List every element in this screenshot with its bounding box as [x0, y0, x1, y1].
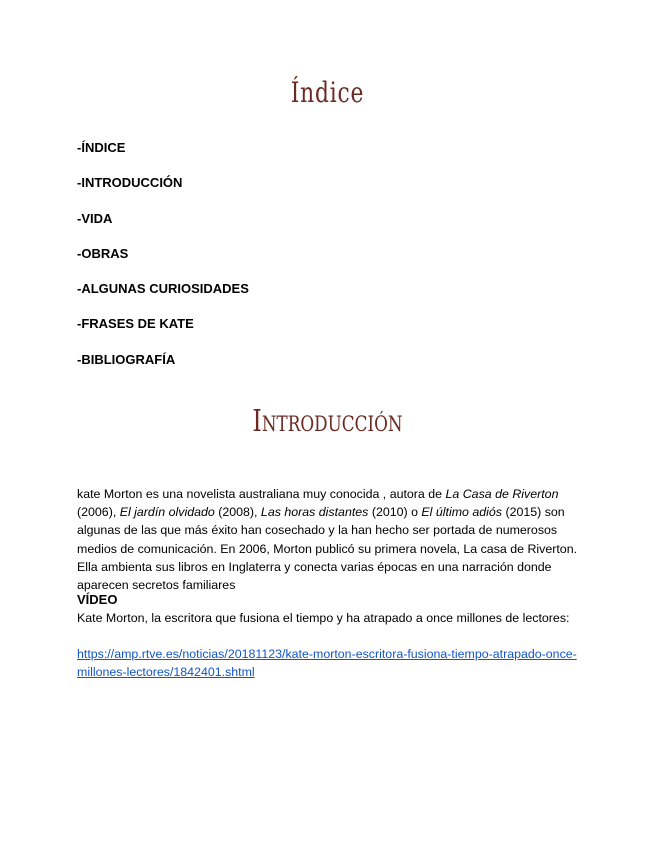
- introduction-paragraph: [77, 485, 582, 594]
- video-description: Kate Morton, la escritora que fusiona el tiempo y ha atrapado a once millones de lectores:: [77, 611, 570, 625]
- toc-item-vida: -VIDA: [77, 210, 113, 226]
- book-title-riverton: La Casa de Riverton: [445, 487, 559, 501]
- intro-text-4: (2010) o: [368, 505, 422, 520]
- toc-item-obras: -OBRAS: [77, 245, 129, 261]
- introduction-heading: Introducción: [252, 404, 403, 439]
- table-of-contents: [77, 138, 249, 385]
- intro-text-3: (2008),: [214, 505, 261, 520]
- book-title-horas: Las horas distantes: [260, 505, 369, 520]
- intro-text-1: kate Morton es una novelista australiana muy conocida , autora de: [77, 487, 446, 501]
- toc-item-curiosidades: -ALGUNAS CURIOSIDADES: [77, 281, 249, 297]
- toc-item-bibliografia: -BIBLIOGRAFÍA: [77, 351, 176, 367]
- intro-text-5: (2015) son algunas de las que más éxito han cosechado y la han hecho ser portada de numerosos medios de comunicación. En 2006, Morton publicó su primera novela, La casa de Riverton. Ella ambienta sus libros en Inglaterra y conecta varias épocas en una narración donde aparecen secretos familiares: [77, 505, 578, 593]
- index-heading: Índice: [290, 76, 365, 109]
- toc-item-indice: -ÍNDICE: [77, 140, 126, 155]
- video-link[interactable]: https://amp.rtve.es/noticias/20181123/kate-morton-escritora-fusiona-tiempo-atrapado-once-millones-lectores/1842401.shtml: [77, 647, 577, 680]
- video-label: VÍDEO: [77, 592, 118, 607]
- toc-item-introduccion: -INTRODUCCIÓN: [77, 175, 183, 191]
- book-title-jardin: El jardín olvidado: [119, 505, 215, 520]
- toc-item-frases: -FRASES DE KATE: [77, 316, 194, 332]
- book-title-adios: El último adiós: [421, 505, 502, 520]
- intro-text-2: (2006),: [77, 505, 120, 520]
